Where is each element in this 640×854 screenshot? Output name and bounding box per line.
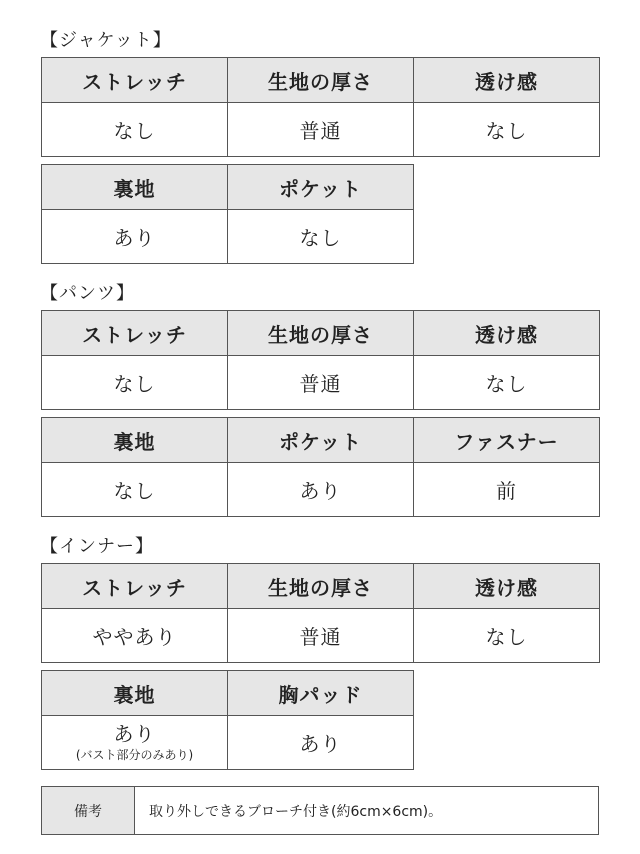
pants-spec-table-2 [41, 417, 600, 517]
header-sheerness: 透け感 [414, 564, 600, 609]
header-bust-pad: 胸パッド [228, 671, 414, 716]
value-fabric-thickness: 普通 [228, 609, 414, 663]
value-stretch: ややあり [42, 609, 228, 663]
header-fabric-thickness: 生地の厚さ [228, 58, 414, 103]
header-sheerness: 透け感 [414, 58, 600, 103]
pants-spec-table-1 [41, 310, 600, 410]
value-sheerness: なし [414, 609, 600, 663]
header-fabric-thickness: 生地の厚さ [228, 311, 414, 356]
value-pocket: なし [228, 210, 414, 264]
pants-section-title: 【パンツ】 [40, 283, 135, 304]
header-lining: 裏地 [42, 165, 228, 210]
header-zipper: ファスナー [414, 418, 600, 463]
lining-note: (バスト部分のみあり) [75, 747, 194, 762]
inner-spec-table-1 [41, 563, 600, 663]
jacket-spec-table-1 [41, 57, 600, 157]
value-stretch: なし [42, 356, 228, 410]
header-pocket: ポケット [228, 165, 414, 210]
jacket-section-title: 【ジャケット】 [40, 30, 172, 51]
value-bust-pad: あり [228, 716, 414, 770]
value-sheerness: なし [414, 356, 600, 410]
header-stretch: ストレッチ [42, 311, 228, 356]
header-sheerness: 透け感 [414, 311, 600, 356]
value-pocket: あり [228, 463, 414, 517]
notes-table [41, 786, 599, 835]
value-lining: なし [42, 463, 228, 517]
notes-label: 備考 [42, 787, 135, 835]
header-stretch: ストレッチ [42, 58, 228, 103]
value-stretch: なし [42, 103, 228, 157]
inner-section-title: 【インナー】 [40, 536, 154, 557]
jacket-spec-table-2 [41, 164, 414, 264]
header-lining: 裏地 [42, 418, 228, 463]
notes-text: 取り外しできるブローチ付き(約6cm×6cm)。 [135, 787, 599, 835]
header-stretch: ストレッチ [42, 564, 228, 609]
value-fabric-thickness: 普通 [228, 103, 414, 157]
value-sheerness: なし [414, 103, 600, 157]
header-pocket: ポケット [228, 418, 414, 463]
header-fabric-thickness: 生地の厚さ [228, 564, 414, 609]
value-fabric-thickness: 普通 [228, 356, 414, 410]
value-zipper: 前 [414, 463, 600, 517]
value-lining-cell [42, 716, 228, 770]
inner-spec-table-2 [41, 670, 414, 770]
header-lining: 裏地 [42, 671, 228, 716]
value-lining: あり [42, 210, 228, 264]
value-lining: あり [113, 721, 156, 746]
